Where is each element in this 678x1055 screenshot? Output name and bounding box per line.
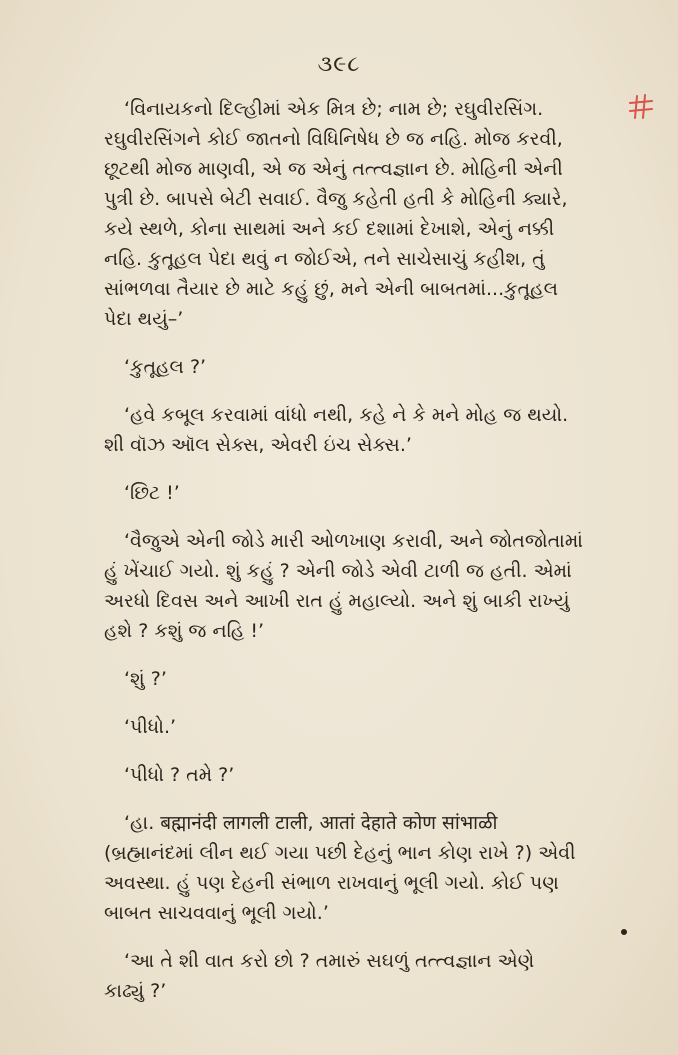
text-line: શી વૉઝ ઑલ સેક્સ, એવરી ઇંચ સેક્સ.’ bbox=[104, 434, 412, 456]
text-line: ‘હા. बह्मानंदी लागली टाली, आतां देहाते कोण सांभाळी bbox=[124, 812, 498, 834]
body-text bbox=[104, 94, 616, 1006]
text-line: ‘હવે કબૂલ કરવામાં વાંધો નથી, કહે ને કે મને મોહ જ થયો. bbox=[124, 404, 569, 426]
paragraph bbox=[104, 94, 616, 334]
paragraph-gap bbox=[104, 790, 616, 808]
paragraph-gap bbox=[104, 694, 616, 712]
text-line: સાંભળવા તૈયાર છે માટે કહું છું, મને એની બાબતમાં...કુતૂહલ bbox=[104, 278, 559, 300]
text-line: બાબત સાચવવાનું ભૂલી ગયો.’ bbox=[104, 902, 329, 924]
paragraph-gap bbox=[104, 508, 616, 526]
text-line: (બ્રહ્માનંદમાં લીન થઈ ગયા પછી દેહનું ભાન કોણ રાખે ?) એવી bbox=[104, 842, 576, 864]
paragraph-gap bbox=[104, 742, 616, 760]
paragraph bbox=[104, 664, 616, 694]
paragraph bbox=[104, 946, 616, 1006]
text-line: કયે સ્થળે, કોના સાથમાં અને કઈ દશામાં દેખાશે, એનું નક્કી bbox=[104, 218, 555, 240]
text-line: અવસ્થા. હું પણ દેહની સંભાળ રાખવાનું ભૂલી ગયો. કોઈ પણ bbox=[104, 872, 559, 894]
text-line: પુત્રી છે. બાપસે બેટી સવાઈ. વૈજુ કહેતી હતી કે મોહિની ક્યારે, bbox=[104, 188, 568, 210]
paragraph bbox=[104, 760, 616, 790]
text-line: ‘વૈજુએ એની જોડે મારી ઓળખાણ કરાવી, અને જોતજોતામાં bbox=[124, 530, 583, 552]
text-line: હું ખેંચાઈ ગયો. શું કહું ? એની જોડે એવી ટાળી જ હતી. એમાં bbox=[104, 560, 572, 582]
page-number: ૩૯૮ bbox=[317, 52, 361, 77]
text-line: ‘વિનાયકનો દિલ્હીમાં એક મિત્ર છે; નામ છે; રઘુવીરસિંગ. bbox=[124, 98, 544, 120]
text-line: અરધો દિવસ અને આખી રાત હું મહાલ્યો. અને શું બાકી રાખ્યું bbox=[104, 590, 570, 612]
text-line: નહિ. કુતૂહલ પેદા થવું ન જોઈએ, તને સાચેસાચું કહીશ, તું bbox=[104, 248, 545, 270]
text-line: હશે ? કશું જ નહિ !’ bbox=[104, 620, 265, 642]
text-line: ‘પીધો.’ bbox=[124, 716, 177, 738]
paragraph bbox=[104, 352, 616, 382]
paragraph-gap bbox=[104, 646, 616, 664]
text-line: છૂટથી મોજ માણવી, એ જ એનું તત્ત્વજ્ઞાન છે. મોહિની એની bbox=[104, 158, 563, 180]
paragraph bbox=[104, 526, 616, 646]
text-line: પેદા થયું–’ bbox=[104, 308, 184, 330]
text-line: ‘શું ?’ bbox=[124, 668, 167, 690]
paragraph bbox=[104, 478, 616, 508]
paragraph bbox=[104, 712, 616, 742]
ink-dot-icon bbox=[620, 928, 628, 936]
text-line: રઘુવીરસિંગને કોઈ જાતનો વિધિનિષેધ છે જ નહિ. મોજ કરવી, bbox=[104, 128, 563, 150]
paragraph-gap bbox=[104, 334, 616, 352]
text-line: ‘કુતૂહલ ?’ bbox=[124, 356, 207, 378]
margin-mark-icon bbox=[628, 92, 654, 122]
text-line: ‘છિટ !’ bbox=[124, 482, 180, 504]
paragraph bbox=[104, 400, 616, 460]
text-line: ‘આ તે શી વાત કરો છો ? તમારું સઘળું તત્ત્વજ્ઞાન એણે bbox=[124, 950, 535, 972]
paragraph-gap bbox=[104, 382, 616, 400]
paragraph bbox=[104, 808, 616, 928]
text-line: ‘પીધો ? તમે ?’ bbox=[124, 764, 235, 786]
paragraph-gap bbox=[104, 928, 616, 946]
paragraph-gap bbox=[104, 460, 616, 478]
text-line: કાઢ્યું ?’ bbox=[104, 980, 167, 1002]
